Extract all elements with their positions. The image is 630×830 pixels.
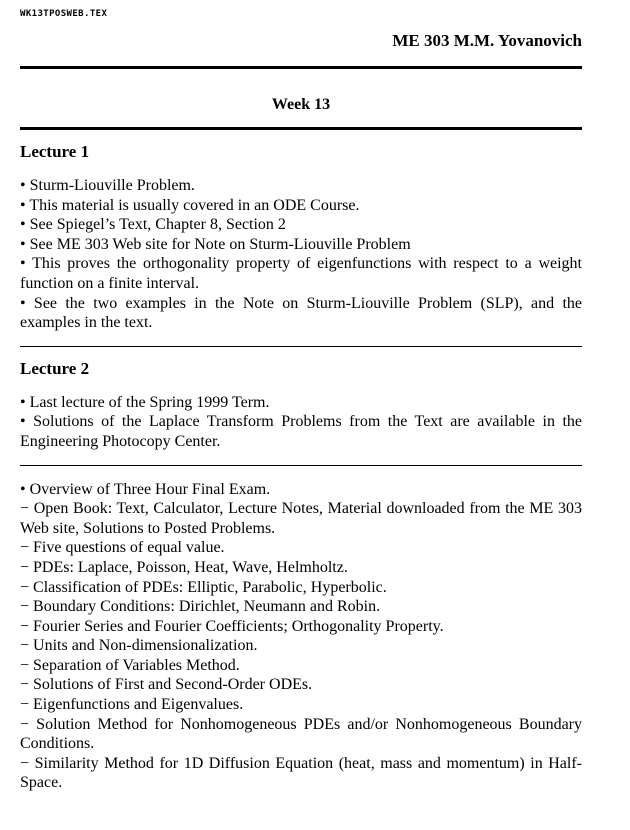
list-item-text: See Spiegel’s Text, Chapter 8, Section 2: [29, 216, 286, 234]
list-item-text: Boundary Conditions: Dirichlet, Neumann and Robin.: [33, 598, 381, 616]
list-item-text: Fourier Series and Fourier Coefficients; Orthogonality Property.: [33, 617, 444, 635]
lecture-2-heading: Lecture 2: [20, 358, 90, 378]
list-item-text: Separation of Variables Method.: [33, 656, 240, 674]
list-item-text: See the two examples in the Note on Sturm-Liouville Problem (SLP), and the examples in the text.: [20, 294, 583, 332]
lecture-2-items: [20, 393, 582, 452]
list-item-text: This material is usually covered in an ODE Course.: [29, 196, 360, 214]
list-item: [20, 196, 582, 216]
list-item-text: Solution Method for Nonhomogeneous PDEs and/or Nonhomogeneous Boundary Conditions.: [20, 715, 583, 753]
bullet-marker: •: [20, 235, 26, 253]
list-item-text: Open Book: Text, Calculator, Lecture Notes, Material downloaded from the ME 303 Web site, Solutions to Posted Problems.: [20, 500, 582, 537]
filename-label: WK13TPOSWEB.TEX: [20, 9, 108, 19]
list-item-text: Overview of Three Hour Final Exam.: [29, 480, 271, 498]
lecture-1-heading: Lecture 1: [20, 142, 90, 161]
list-item-text: Five questions of equal value.: [33, 539, 225, 557]
list-item: [20, 294, 582, 333]
list-item-text: Last lecture of the Spring 1999 Term.: [29, 393, 270, 411]
list-item-text: This proves the orthogonality property of eigenfunctions with respect to a weight function on a finite interval.: [20, 255, 582, 292]
list-item: [20, 499, 582, 538]
bullet-marker: •: [20, 177, 26, 194]
list-item: [20, 695, 582, 715]
list-item-text: PDEs: Laplace, Poisson, Heat, Wave, Helmholtz.: [33, 558, 348, 576]
bullet-marker: •: [20, 196, 26, 214]
list-item-text: Eigenfunctions and Eigenvalues.: [33, 696, 244, 714]
list-item: [20, 578, 582, 598]
list-item-text: See ME 303 Web site for Note on Sturm-Liouville Problem: [29, 235, 411, 253]
bullet-marker: •: [20, 216, 26, 234]
list-item: [20, 412, 582, 451]
dash-marker: −: [20, 754, 30, 772]
bullet-marker: •: [20, 255, 26, 273]
dash-marker: −: [20, 656, 30, 674]
dash-marker: −: [20, 539, 30, 557]
week-title: Week 13: [271, 96, 331, 113]
list-item: [20, 235, 582, 255]
list-item-text: Classification of PDEs: Elliptic, Parabolic, Hyperbolic.: [33, 578, 387, 596]
content-column: [20, 0, 582, 793]
list-item: [20, 538, 582, 558]
list-item: [20, 636, 582, 656]
list-item-text: Units and Non-dimensionalization.: [33, 637, 258, 655]
dash-marker: −: [20, 617, 30, 635]
dash-marker: −: [20, 598, 30, 616]
dash-marker: −: [20, 715, 30, 733]
bullet-marker: •: [20, 294, 26, 312]
list-item-text: Solutions of First and Second-Order ODEs.: [33, 676, 313, 694]
thin-rule-1: [20, 346, 582, 347]
list-item-text: Solutions of the Laplace Transform Problems from the Text are available in the Engineering Photocopy Center.: [20, 413, 582, 450]
dash-marker: −: [20, 578, 30, 596]
thin-rule-2: [20, 465, 582, 466]
bullet-marker: •: [20, 413, 26, 431]
thick-rule-below-week: [20, 127, 582, 130]
course-author-header: ME 303 M.M. Yovanovich: [392, 31, 582, 50]
list-item: [20, 656, 582, 676]
list-item: [20, 254, 582, 293]
final-exam-items: [20, 480, 582, 794]
list-item-text: Similarity Method for 1D Diffusion Equation (heat, mass and momentum) in Half-Space.: [20, 754, 583, 792]
list-item: [20, 715, 582, 754]
dash-marker: −: [20, 676, 30, 694]
list-item: [20, 176, 582, 196]
dash-marker: −: [20, 696, 30, 714]
lecture-1-items: [20, 176, 582, 333]
bullet-marker: •: [20, 393, 26, 411]
list-item: [20, 675, 582, 695]
list-item: [20, 393, 582, 413]
list-item: [20, 558, 582, 578]
list-item: [20, 480, 582, 500]
dash-marker: −: [20, 500, 30, 518]
dash-marker: −: [20, 637, 30, 655]
bullet-marker: •: [20, 480, 26, 498]
thick-rule-top: [20, 66, 582, 69]
list-item: [20, 617, 582, 637]
list-item: [20, 754, 582, 793]
list-item: [20, 215, 582, 235]
list-item-text: Sturm-Liouville Problem.: [29, 177, 195, 194]
dash-marker: −: [20, 558, 30, 576]
list-item: [20, 597, 582, 617]
